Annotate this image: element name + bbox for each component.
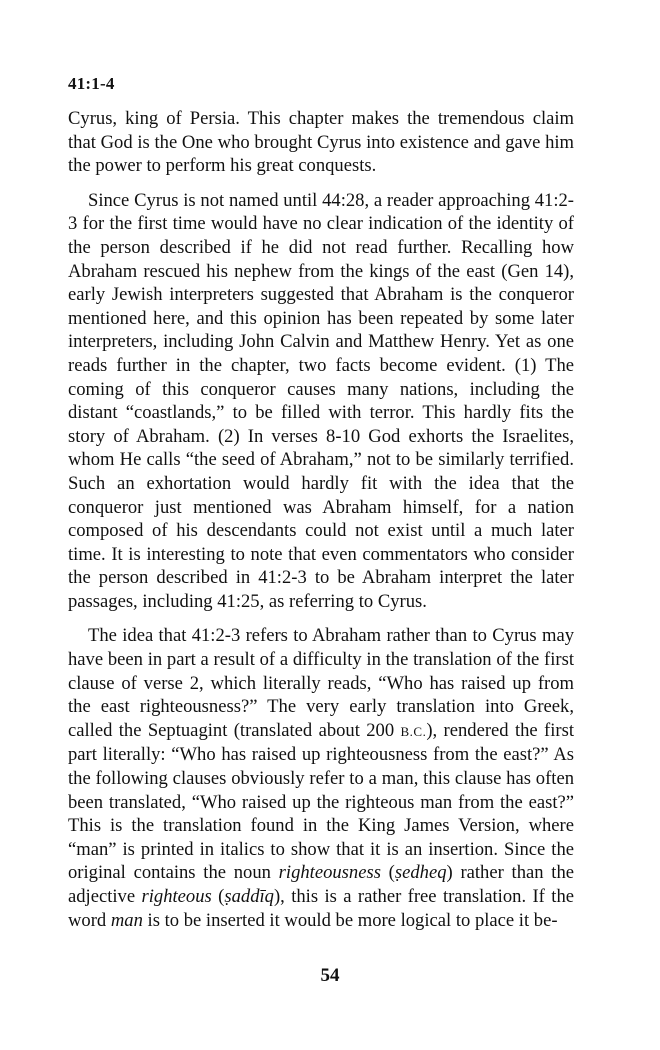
body-text: [68, 107, 574, 943]
text-run: (: [211, 886, 225, 907]
paragraph-3: [68, 624, 574, 932]
paragraph-2: [68, 189, 574, 614]
italic-term: ṣedheq: [394, 862, 447, 884]
page-number: 54: [320, 965, 340, 986]
text-run: ), rendered the first part literally: “Who has raised up righteousness from the east?” As the following clauses obviously refer to a man, this clause has often been translated, “Who raised up the righteous man from the east?” This is the translation found in the King James Version, where “man” is printed in italics to show that it is an insertion. Since the original contains the noun: [68, 719, 574, 884]
italic-term: man: [110, 909, 143, 931]
text-run: Cyrus, king of Persia. This chapter makes the tremendous claim that God is the One who brought Cyrus into existence and gave him the power to perform his great conquests.: [68, 108, 574, 177]
paragraph-1: [68, 107, 574, 178]
text-run: ), this is a rather free translation. If the word: [68, 886, 574, 931]
running-head: 41:1-4: [68, 74, 115, 93]
italic-term: righteousness: [278, 862, 381, 884]
small-caps-text: B.C.: [400, 723, 427, 739]
text-run: ) rather than the adjective: [68, 862, 575, 907]
text-run: The idea that 41:2-3 refers to Abraham rather than to Cyrus may have been in part a result of a difficulty in the translation of the first clause of verse 2, which literally reads, “Who has raised up from the east righteousness?” The very early translation into Greek, called the Septuagint (translated about 200: [68, 625, 574, 741]
text-run: is to be inserted it would be more logical to place it be-: [142, 909, 558, 931]
italic-term: righteous: [141, 886, 212, 907]
text-run: Since Cyrus is not named until 44:28, a reader approaching 41:2-3 for the first time would have no clear indication of the identity of the person described if he did not read further. Recalling how Abraham rescued his nephew from the kings of the east (Gen 14), early Jewish interpreters suggested that Abraham is the conqueror mentioned here, and this opinion has been repeated by some later interpreters, including John Calvin and Matthew Henry. Yet as one reads further in the chapter, two facts become evident. (1) The coming of this conqueror causes many nations, including the distant “coastlands,” to be filled with terror. This hardly fits the story of Abraham. (2) In verses 8-10 God exhorts the Israelites, whom He calls “the seed of Abraham,” not to be similarly terrified. Such an exhortation would hardly fit with the idea that the conqueror just mentioned was Abraham himself, for a nation composed of his descendants could not exist until a much later time. It is interesting to note that even commentators who consider the person described in 41:2-3 to be Abraham interpret the later passages, including 41:25, as referring to Cyrus.: [68, 189, 574, 612]
italic-term: ṣaddīq: [224, 886, 274, 907]
text-run: (: [380, 862, 395, 884]
